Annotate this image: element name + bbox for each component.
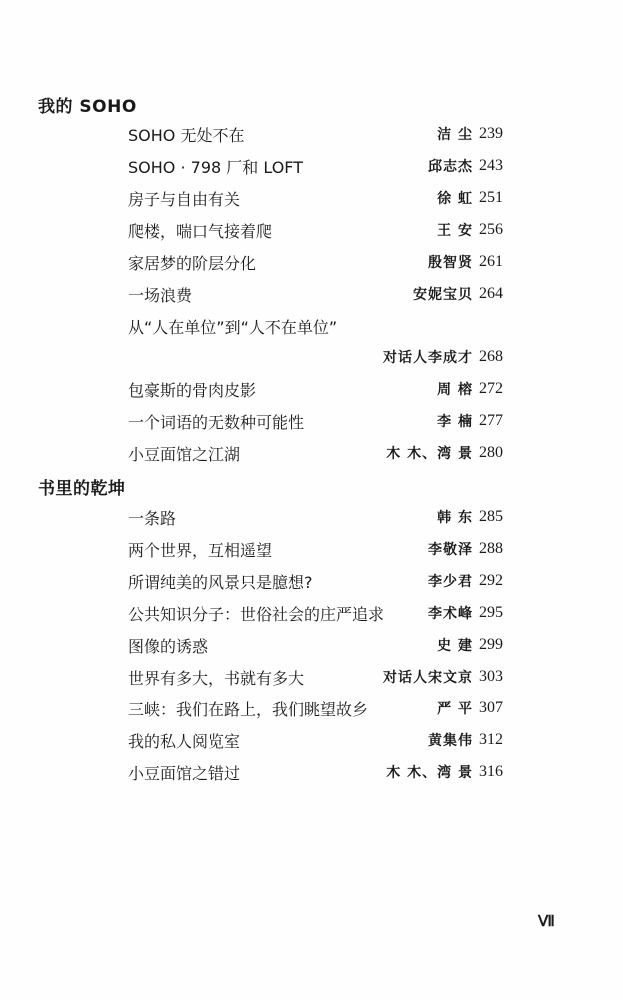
- toc-entry: [128, 218, 503, 242]
- entry-page: 264: [479, 285, 503, 302]
- section-title-books: 书里的乾坤: [38, 479, 126, 499]
- entry-author: 李敬泽: [428, 542, 473, 558]
- section-title-my-soho: 我的 SOHO: [38, 97, 137, 117]
- entry-author: 殷智贤: [428, 255, 473, 271]
- toc-entry: [128, 569, 503, 593]
- entry-page: 280: [479, 444, 503, 461]
- entry-title: 三峡：我们在路上，我们眺望故乡: [128, 699, 369, 719]
- entry-title: 爬楼，喘口气接着爬: [128, 221, 273, 241]
- toc-entry: [128, 122, 503, 146]
- entry-title: 一条路: [128, 508, 177, 528]
- entry-page: 316: [479, 763, 503, 780]
- entry-author: 安妮宝贝: [413, 287, 473, 303]
- entry-page: 277: [479, 412, 503, 429]
- toc-entry: [128, 760, 503, 784]
- page-number: Ⅶ: [538, 914, 554, 930]
- entry-author: 李少君: [428, 574, 473, 590]
- entry-title: 一场浪费: [128, 285, 193, 305]
- entry-page: 239: [479, 125, 503, 142]
- entry-author: 对话人宋文京: [383, 670, 473, 686]
- entry-title: 我的私人阅览室: [128, 731, 241, 751]
- entry-page: 268: [479, 348, 503, 365]
- entry-page: 285: [479, 508, 503, 525]
- entry-page: 288: [479, 540, 503, 557]
- entry-title: 两个世界，互相遥望: [128, 540, 273, 560]
- toc-entry: [128, 505, 503, 529]
- toc-entry: [128, 601, 503, 625]
- entry-page: 292: [479, 572, 503, 589]
- toc-entry: [128, 250, 503, 274]
- entry-page: 243: [479, 157, 503, 174]
- toc-entry: [128, 377, 503, 401]
- entry-author: 洁 尘: [437, 127, 473, 143]
- entry-title: 从“人在单位”到“人不在单位”: [128, 317, 338, 337]
- entry-author: 李 楠: [437, 414, 473, 430]
- toc-entry: [128, 314, 503, 338]
- entry-page: 251: [479, 189, 503, 206]
- entry-author: 黄集伟: [428, 733, 473, 749]
- entry-page: 261: [479, 253, 503, 270]
- entry-title: SOHO 无处不在: [128, 125, 245, 145]
- entry-title: 图像的诱惑: [128, 636, 209, 656]
- toc-entry-continued: [128, 345, 503, 369]
- toc-entry: [128, 696, 503, 720]
- entry-title: 包豪斯的骨肉皮影: [128, 380, 257, 400]
- entry-title: 所谓纯美的风景只是臆想?: [128, 572, 313, 592]
- entry-page: 312: [479, 731, 503, 748]
- entry-author: 王 安: [437, 223, 473, 239]
- entry-author: 李术峰: [428, 606, 473, 622]
- entry-author: 韩 东: [437, 510, 473, 526]
- entry-page: 307: [479, 699, 503, 716]
- entry-author: 邱志杰: [428, 159, 473, 175]
- toc-entry: [128, 633, 503, 657]
- toc-entry: [128, 537, 503, 561]
- toc-entry: [128, 441, 503, 465]
- toc-entry: [128, 186, 503, 210]
- toc-entry: [128, 728, 503, 752]
- toc-entry: [128, 409, 503, 433]
- entry-title: 小豆面馆之江湖: [128, 444, 241, 464]
- entry-title: 家居梦的阶层分化: [128, 253, 257, 273]
- entry-title: 小豆面馆之错过: [128, 763, 241, 783]
- entry-title: 公共知识分子：世俗社会的庄严追求: [128, 604, 385, 624]
- entry-author: 严 平: [437, 701, 473, 717]
- entry-author: 徐 虹: [437, 191, 473, 207]
- entry-author: 木 木、湾 景: [386, 446, 473, 462]
- entry-title: 一个词语的无数种可能性: [128, 412, 305, 432]
- toc-entry: [128, 154, 503, 178]
- entry-title: SOHO · 798 厂和 LOFT: [128, 157, 303, 177]
- entry-page: 299: [479, 636, 503, 653]
- entry-page: 303: [479, 668, 503, 685]
- entry-page: 295: [479, 604, 503, 621]
- entry-page: 256: [479, 221, 503, 238]
- toc-entry: [128, 282, 503, 306]
- entry-page: 272: [479, 380, 503, 397]
- toc-entry: [128, 665, 503, 689]
- entry-title: 房子与自由有关: [128, 189, 241, 209]
- entry-title: 世界有多大，书就有多大: [128, 668, 305, 688]
- entry-author: 周 榕: [437, 382, 473, 398]
- entry-author: 木 木、湾 景: [386, 765, 473, 781]
- entry-author: 对话人李成才: [383, 350, 473, 366]
- entry-author: 史 建: [437, 638, 473, 654]
